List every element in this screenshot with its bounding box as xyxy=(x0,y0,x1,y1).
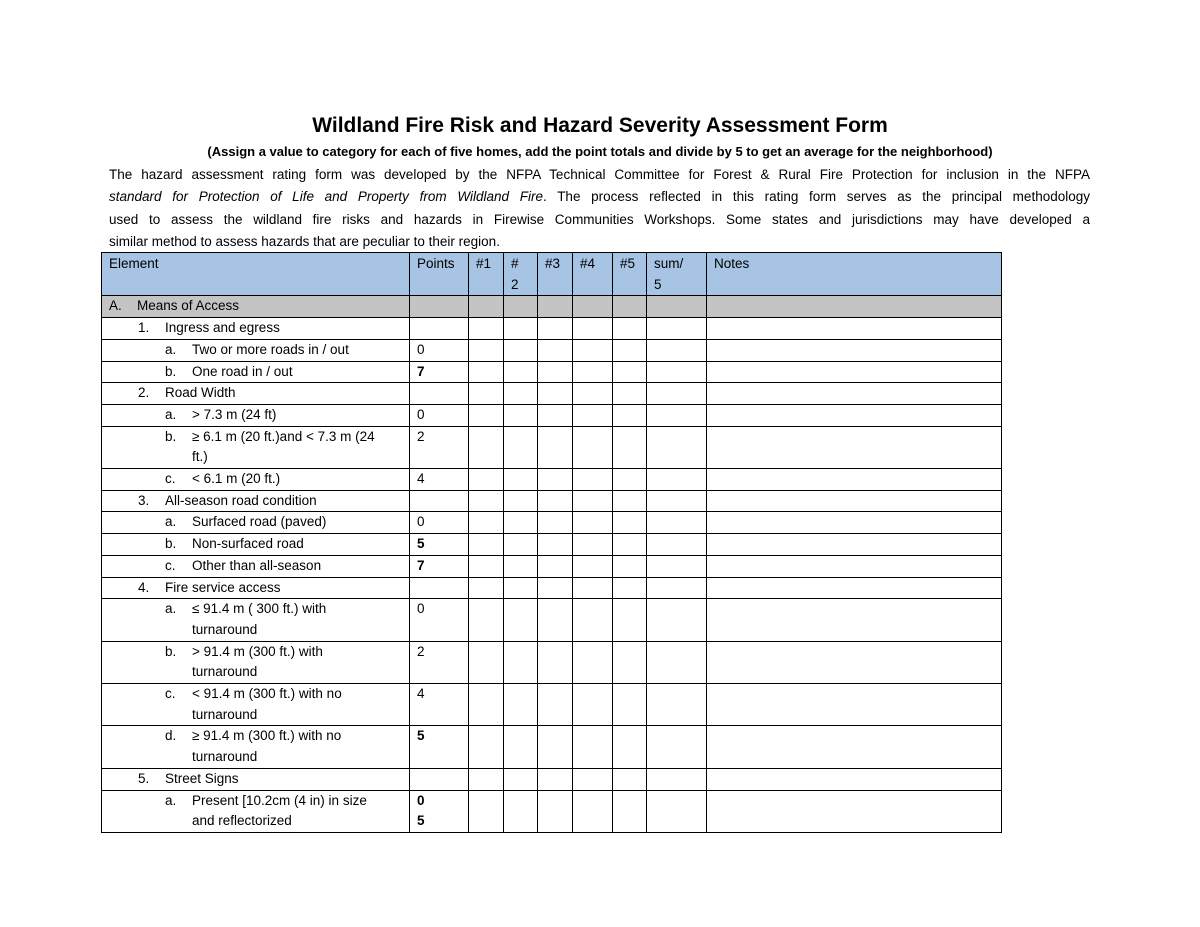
table-row xyxy=(102,555,1002,577)
header-home-5: #5 xyxy=(613,253,647,296)
home-5-score xyxy=(613,296,647,318)
home-1-score[interactable] xyxy=(469,641,504,683)
home-1-score[interactable] xyxy=(469,555,504,577)
notes-cell[interactable] xyxy=(707,790,1002,832)
average-score[interactable] xyxy=(647,768,707,790)
header-home-1: #1 xyxy=(469,253,504,296)
element-label: Means of Access xyxy=(137,298,240,314)
average-score[interactable] xyxy=(647,383,707,405)
home-1-score[interactable] xyxy=(469,599,504,641)
header-home-3: #3 xyxy=(538,253,573,296)
home-3-score[interactable] xyxy=(538,641,573,683)
points-value: 7 xyxy=(417,363,425,379)
home-4-score[interactable] xyxy=(573,490,613,512)
home-1-score[interactable] xyxy=(469,577,504,599)
home-5-score[interactable] xyxy=(613,383,647,405)
home-2-score[interactable] xyxy=(504,383,538,405)
notes-cell[interactable] xyxy=(707,768,1002,790)
table-row xyxy=(102,426,1002,468)
element-label: Present [10.2cm (4 in) in size and reflectorized xyxy=(192,792,367,829)
home-1-score[interactable] xyxy=(469,726,504,768)
average-score[interactable] xyxy=(647,361,707,383)
home-3-score[interactable] xyxy=(538,577,573,599)
home-4-score[interactable] xyxy=(573,790,613,832)
element-label: Other than all-season xyxy=(192,557,322,573)
element-label: Street Signs xyxy=(165,770,239,786)
home-3-score[interactable] xyxy=(538,768,573,790)
points-value: 5 xyxy=(417,728,425,744)
notes-cell[interactable] xyxy=(707,555,1002,577)
table-row xyxy=(102,512,1002,534)
points-cell xyxy=(410,790,469,832)
element-marker: a. xyxy=(165,341,177,357)
intro-line-4: similar method to assess hazards that are peculiar to their region. xyxy=(109,234,500,250)
home-4-score[interactable] xyxy=(573,684,613,726)
points-value: 0 xyxy=(417,406,425,422)
element-cell xyxy=(102,426,410,468)
element-marker: b. xyxy=(165,363,177,379)
home-4-score[interactable] xyxy=(573,383,613,405)
home-1-score[interactable] xyxy=(469,361,504,383)
notes-cell[interactable] xyxy=(707,404,1002,426)
table-row xyxy=(102,339,1002,361)
header-sum xyxy=(647,253,707,296)
element-marker: a. xyxy=(165,514,177,530)
home-5-score[interactable] xyxy=(613,684,647,726)
home-3-score[interactable] xyxy=(538,599,573,641)
table-row xyxy=(102,404,1002,426)
table-body xyxy=(102,296,1002,833)
home-3-score[interactable] xyxy=(538,726,573,768)
element-cell xyxy=(102,684,410,726)
points-value: 0 xyxy=(417,792,425,808)
points-cell xyxy=(410,534,469,556)
home-1-score[interactable] xyxy=(469,383,504,405)
home-4-score xyxy=(573,296,613,318)
table-row xyxy=(102,790,1002,832)
home-1-score[interactable] xyxy=(469,512,504,534)
notes-cell[interactable] xyxy=(707,383,1002,405)
points-cell xyxy=(410,599,469,641)
average-score[interactable] xyxy=(647,404,707,426)
element-cell xyxy=(102,726,410,768)
element-label: ≤ 91.4 m ( 300 ft.) with turnaround xyxy=(192,601,327,637)
points-cell xyxy=(410,684,469,726)
table-row xyxy=(102,383,1002,405)
average-score[interactable] xyxy=(647,469,707,491)
notes-cell xyxy=(707,296,1002,318)
points-cell xyxy=(410,339,469,361)
element-marker: 4. xyxy=(138,579,150,595)
element-marker: d. xyxy=(165,728,177,744)
home-4-score[interactable] xyxy=(573,469,613,491)
home-5-score[interactable] xyxy=(613,555,647,577)
home-3-score[interactable] xyxy=(538,512,573,534)
element-cell xyxy=(102,404,410,426)
home-1-score[interactable] xyxy=(469,768,504,790)
average-score[interactable] xyxy=(647,512,707,534)
notes-cell[interactable] xyxy=(707,361,1002,383)
points-cell xyxy=(410,426,469,468)
home-2-score[interactable] xyxy=(504,641,538,683)
form-title: Wildland Fire Risk and Hazard Severity Assessment Form xyxy=(312,114,888,137)
element-marker: a. xyxy=(165,792,177,808)
home-5-score[interactable] xyxy=(613,426,647,468)
table-row xyxy=(102,361,1002,383)
home-4-score[interactable] xyxy=(573,599,613,641)
home-5-score[interactable] xyxy=(613,768,647,790)
points-value: 7 xyxy=(417,557,425,573)
home-2-score[interactable] xyxy=(504,404,538,426)
points-cell xyxy=(410,383,469,405)
element-label: One road in / out xyxy=(192,363,293,379)
home-2-score[interactable] xyxy=(504,512,538,534)
home-2-score[interactable] xyxy=(504,318,538,340)
average-score xyxy=(647,296,707,318)
home-1-score[interactable] xyxy=(469,490,504,512)
points-cell xyxy=(410,318,469,340)
element-marker: a. xyxy=(165,406,177,422)
home-3-score[interactable] xyxy=(538,404,573,426)
average-score[interactable] xyxy=(647,726,707,768)
table-row xyxy=(102,641,1002,683)
element-cell xyxy=(102,641,410,683)
home-2-score[interactable] xyxy=(504,534,538,556)
home-1-score[interactable] xyxy=(469,469,504,491)
points-value: 0 xyxy=(417,514,425,530)
element-marker: c. xyxy=(165,471,176,487)
element-label: Surfaced road (paved) xyxy=(192,514,327,530)
home-2-score[interactable] xyxy=(504,469,538,491)
home-5-score[interactable] xyxy=(613,361,647,383)
table-row xyxy=(102,534,1002,556)
header-home-2-hash: # xyxy=(511,256,519,271)
element-label: ≥ 91.4 m (300 ft.) with no turnaround xyxy=(192,728,342,765)
home-1-score[interactable] xyxy=(469,426,504,468)
points-cell xyxy=(410,555,469,577)
home-3-score[interactable] xyxy=(538,555,573,577)
notes-cell[interactable] xyxy=(707,469,1002,491)
element-label: < 91.4 m (300 ft.) with no turnaround xyxy=(192,686,342,722)
header-home-2-num: 2 xyxy=(511,276,519,292)
element-marker: 2. xyxy=(138,385,150,401)
average-score[interactable] xyxy=(647,534,707,556)
points-value: 4 xyxy=(417,471,425,487)
element-marker: 5. xyxy=(138,770,150,786)
element-cell xyxy=(102,790,410,832)
element-label: Non-surfaced road xyxy=(192,536,304,552)
home-3-score[interactable] xyxy=(538,490,573,512)
element-marker: c. xyxy=(165,686,176,702)
home-1-score[interactable] xyxy=(469,534,504,556)
average-score[interactable] xyxy=(647,641,707,683)
points-cell xyxy=(410,296,469,318)
home-3-score[interactable] xyxy=(538,426,573,468)
table-row xyxy=(102,726,1002,768)
home-3-score[interactable] xyxy=(538,339,573,361)
intro-line-2-rest: . The process reflected in this rating form serves as the principal methodology xyxy=(542,189,1090,205)
average-score[interactable] xyxy=(647,339,707,361)
notes-cell[interactable] xyxy=(707,534,1002,556)
home-2-score[interactable] xyxy=(504,684,538,726)
element-label: ≥ 6.1 m (20 ft.)and < 7.3 m (24 ft.) xyxy=(192,428,375,465)
table-row xyxy=(102,577,1002,599)
home-2-score[interactable] xyxy=(504,790,538,832)
header-sum-a: sum/ xyxy=(654,256,684,271)
average-score[interactable] xyxy=(647,790,707,832)
points-value: 0 xyxy=(417,341,425,357)
intro-line-1: The hazard assessment rating form was developed by the NFPA Technical Committee for Forest & Rural Fire Protection for inclusion in the NFPA xyxy=(109,167,1090,182)
notes-cell[interactable] xyxy=(707,599,1002,641)
home-3-score[interactable] xyxy=(538,318,573,340)
home-2-score xyxy=(504,296,538,318)
points-cell xyxy=(410,490,469,512)
home-1-score[interactable] xyxy=(469,318,504,340)
home-4-score[interactable] xyxy=(573,768,613,790)
table-row xyxy=(102,768,1002,790)
home-5-score[interactable] xyxy=(613,534,647,556)
element-cell xyxy=(102,469,410,491)
element-cell xyxy=(102,490,410,512)
element-marker: A. xyxy=(109,298,122,314)
home-2-score[interactable] xyxy=(504,726,538,768)
element-marker: 1. xyxy=(138,320,150,336)
points-value: 5 xyxy=(417,536,425,552)
home-3-score[interactable] xyxy=(538,534,573,556)
home-1-score[interactable] xyxy=(469,339,504,361)
notes-cell[interactable] xyxy=(707,426,1002,468)
points-value: 4 xyxy=(417,686,425,702)
home-4-score[interactable] xyxy=(573,577,613,599)
element-label: Ingress and egress xyxy=(165,320,280,336)
home-5-score[interactable] xyxy=(613,641,647,683)
home-5-score[interactable] xyxy=(613,469,647,491)
element-cell xyxy=(102,599,410,641)
home-4-score[interactable] xyxy=(573,426,613,468)
table-row xyxy=(102,684,1002,726)
home-5-score[interactable] xyxy=(613,790,647,832)
points-cell xyxy=(410,726,469,768)
home-1-score[interactable] xyxy=(469,404,504,426)
intro-line-2 xyxy=(109,186,1090,208)
home-2-score[interactable] xyxy=(504,555,538,577)
element-cell xyxy=(102,577,410,599)
element-label: Two or more roads in / out xyxy=(192,341,349,357)
points-cell xyxy=(410,768,469,790)
element-cell xyxy=(102,768,410,790)
element-cell xyxy=(102,512,410,534)
home-2-score[interactable] xyxy=(504,426,538,468)
notes-cell[interactable] xyxy=(707,318,1002,340)
element-cell xyxy=(102,296,410,318)
element-cell xyxy=(102,534,410,556)
header-notes: Notes xyxy=(707,253,1002,296)
element-cell xyxy=(102,555,410,577)
section-row xyxy=(102,296,1002,318)
table-row xyxy=(102,469,1002,491)
notes-cell[interactable] xyxy=(707,339,1002,361)
points-cell xyxy=(410,641,469,683)
home-5-score[interactable] xyxy=(613,599,647,641)
element-label: < 6.1 m (20 ft.) xyxy=(192,471,281,487)
points-value: 2 xyxy=(417,643,425,659)
home-1-score[interactable] xyxy=(469,790,504,832)
home-4-score[interactable] xyxy=(573,641,613,683)
notes-cell[interactable] xyxy=(707,641,1002,683)
average-score[interactable] xyxy=(647,490,707,512)
points-value: 2 xyxy=(417,428,425,444)
header-sum-b: 5 xyxy=(654,276,662,292)
home-5-score[interactable] xyxy=(613,512,647,534)
element-marker: c. xyxy=(165,557,176,573)
element-marker: b. xyxy=(165,536,177,552)
element-marker: a. xyxy=(165,601,177,617)
home-3-score[interactable] xyxy=(538,684,573,726)
home-2-score[interactable] xyxy=(504,768,538,790)
notes-cell[interactable] xyxy=(707,490,1002,512)
element-label: All-season road condition xyxy=(165,492,317,508)
home-2-score[interactable] xyxy=(504,490,538,512)
notes-cell[interactable] xyxy=(707,577,1002,599)
home-2-score[interactable] xyxy=(504,599,538,641)
average-score[interactable] xyxy=(647,318,707,340)
points-cell xyxy=(410,512,469,534)
header-element: Element xyxy=(102,253,410,296)
home-3-score[interactable] xyxy=(538,361,573,383)
notes-cell[interactable] xyxy=(707,512,1002,534)
home-5-score[interactable] xyxy=(613,577,647,599)
home-5-score[interactable] xyxy=(613,726,647,768)
form-instructions: (Assign a value to category for each of five homes, add the point totals and divide by 5 to get an average for the neighborhood) xyxy=(207,144,993,159)
home-4-score[interactable] xyxy=(573,361,613,383)
header-points: Points xyxy=(410,253,469,296)
home-1-score[interactable] xyxy=(469,684,504,726)
average-score[interactable] xyxy=(647,577,707,599)
home-5-score[interactable] xyxy=(613,339,647,361)
element-cell xyxy=(102,361,410,383)
element-cell xyxy=(102,318,410,340)
element-label: > 91.4 m (300 ft.) with turnaround xyxy=(192,643,323,680)
element-marker: 3. xyxy=(138,492,150,508)
average-score[interactable] xyxy=(647,684,707,726)
table-row xyxy=(102,490,1002,512)
home-3-score xyxy=(538,296,573,318)
home-5-score[interactable] xyxy=(613,404,647,426)
standard-title: standard for Protection of Life and Property from Wildland Fire xyxy=(109,189,543,205)
home-3-score[interactable] xyxy=(538,469,573,491)
header-home-4: #4 xyxy=(573,253,613,296)
home-2-score[interactable] xyxy=(504,361,538,383)
element-cell xyxy=(102,339,410,361)
assessment-table xyxy=(101,252,1002,833)
table-row xyxy=(102,318,1002,340)
home-4-score[interactable] xyxy=(573,534,613,556)
average-score[interactable] xyxy=(647,426,707,468)
element-marker: b. xyxy=(165,643,177,659)
points-cell xyxy=(410,361,469,383)
home-2-score[interactable] xyxy=(504,577,538,599)
notes-cell[interactable] xyxy=(707,684,1002,726)
element-cell xyxy=(102,383,410,405)
home-2-score[interactable] xyxy=(504,339,538,361)
intro-line-3: used to assess the wildland fire risks and hazards in Firewise Communities Workshops. Some states and jurisdictions may have developed a xyxy=(109,211,1090,227)
intro-paragraph xyxy=(109,164,1090,254)
points-cell xyxy=(410,577,469,599)
element-marker: b. xyxy=(165,428,177,444)
average-score[interactable] xyxy=(647,555,707,577)
table-header-row xyxy=(102,253,1002,296)
home-3-score[interactable] xyxy=(538,790,573,832)
element-label: Fire service access xyxy=(165,579,281,595)
points-cell xyxy=(410,404,469,426)
table-row xyxy=(102,599,1002,641)
home-4-score[interactable] xyxy=(573,555,613,577)
home-4-score[interactable] xyxy=(573,404,613,426)
home-5-score[interactable] xyxy=(613,318,647,340)
home-4-score[interactable] xyxy=(573,726,613,768)
points-value-alt: 5 xyxy=(417,813,425,829)
home-5-score[interactable] xyxy=(613,490,647,512)
header-home-2 xyxy=(504,253,538,296)
element-label: Road Width xyxy=(165,385,236,401)
home-4-score[interactable] xyxy=(573,512,613,534)
home-3-score[interactable] xyxy=(538,383,573,405)
points-value: 0 xyxy=(417,601,425,617)
home-1-score xyxy=(469,296,504,318)
home-4-score[interactable] xyxy=(573,318,613,340)
element-label: > 7.3 m (24 ft) xyxy=(192,406,277,422)
points-cell xyxy=(410,469,469,491)
average-score[interactable] xyxy=(647,599,707,641)
home-4-score[interactable] xyxy=(573,339,613,361)
notes-cell[interactable] xyxy=(707,726,1002,768)
